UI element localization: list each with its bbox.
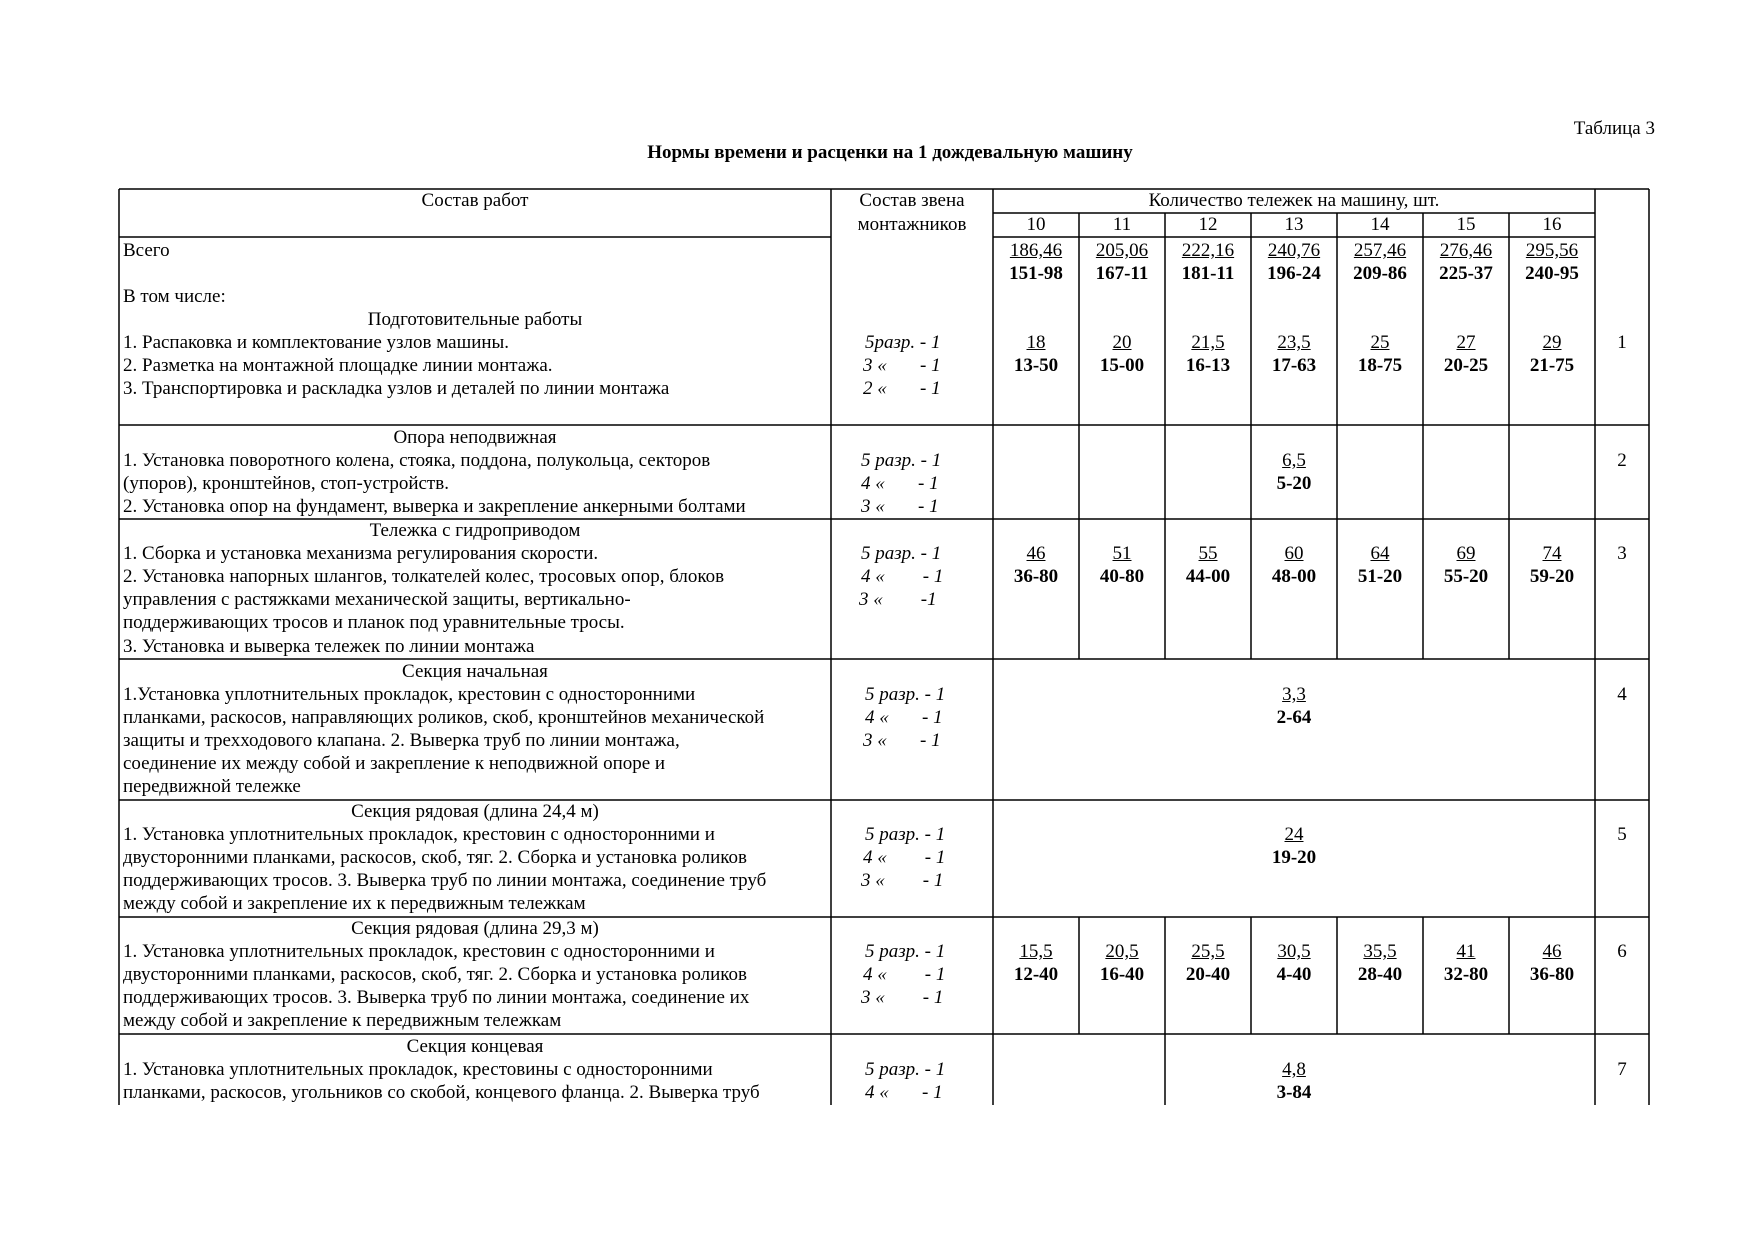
work-line: 2. Установка напорных шлангов, толкателей колес, тросовых опор, блоков (123, 566, 725, 587)
norm-value: 3,3 (1282, 684, 1306, 705)
work-line: 3. Транспортировка и раскладка узлов и деталей по линии монтажа (123, 378, 670, 399)
work-line: двусторонними планками, раскосов, скоб, тяг. 2. Сборка и установка роликов (123, 847, 747, 868)
work-line: поддерживающих тросов и планок под уравнительные тросы. (123, 612, 625, 633)
work-line: 1. Распаковка и комплектование узлов машины. (123, 332, 510, 353)
work-line: поддерживающих тросов. 3. Выверка труб по линии монтажа, соединение их (123, 987, 750, 1008)
crew-line: 5 разр. - 1 (865, 824, 946, 845)
norm-value: 60 (1284, 543, 1304, 564)
work-line: двусторонними планками, раскосов, скоб, тяг. 2. Сборка и установка роликов (123, 964, 747, 985)
crew-line: 4 « - 1 (863, 847, 946, 868)
norm-value: 30,5 (1277, 941, 1311, 962)
work-line: соединение их между собой и закрепление к неподвижной опоре и (123, 753, 666, 774)
crew-line: 3 « - 1 (861, 987, 944, 1008)
rate-value: 13-50 (1013, 355, 1059, 376)
rate-value: 51-20 (1357, 566, 1403, 587)
rate-value: 16-40 (1099, 964, 1145, 985)
crew-line: 5разр. - 1 (865, 332, 941, 353)
work-line: 1. Установка уплотнительных прокладок, крестовин с односторонними и (123, 941, 715, 962)
section-number: 7 (1617, 1059, 1627, 1080)
total-rate: 196-24 (1267, 263, 1321, 284)
norm-value: 20 (1112, 332, 1132, 353)
total-norm: 186,46 (1009, 240, 1063, 261)
rate-value: 36-80 (1013, 566, 1059, 587)
section-number: 1 (1617, 332, 1627, 353)
crew-line: 4 « - 1 (865, 707, 943, 728)
work-line: защиты и трехходового клапана. 2. Выверка труб по линии монтажа, (123, 730, 680, 751)
norms-table (119, 189, 1649, 1105)
crew-line: 3 « - 1 (861, 870, 944, 891)
total-norm: 240,76 (1267, 240, 1321, 261)
rate-value: 2-64 (1276, 707, 1312, 728)
rate-value: 15-00 (1099, 355, 1145, 376)
crew-line: 5 разр. - 1 (861, 450, 942, 471)
work-line: 2. Установка опор на фундамент, выверка и закрепление анкерными болтами (123, 496, 746, 517)
header-count: Количество тележек на машину, шт. (1148, 190, 1440, 211)
norm-value: 51 (1112, 543, 1132, 564)
count-value: 11 (1112, 214, 1132, 235)
norm-value: 55 (1198, 543, 1218, 564)
section-title: Опора неподвижная (393, 427, 557, 448)
crew-line: 4 « - 1 (865, 1082, 943, 1103)
work-line: 1. Установка уплотнительных прокладок, крестовин с односторонними и (123, 824, 715, 845)
total-rate: 181-11 (1181, 263, 1235, 284)
rate-value: 55-20 (1443, 566, 1489, 587)
norm-value: 21,5 (1191, 332, 1225, 353)
total-norm: 222,16 (1181, 240, 1235, 261)
norm-value: 35,5 (1363, 941, 1397, 962)
section-title: Секция концевая (406, 1036, 544, 1057)
count-value: 15 (1456, 214, 1476, 235)
rate-value: 32-80 (1443, 964, 1489, 985)
header-crew-line1: Состав звена (859, 190, 965, 211)
rate-value: 21-75 (1529, 355, 1575, 376)
section-number: 5 (1617, 824, 1627, 845)
crew-line: 5 разр. - 1 (865, 1059, 946, 1080)
total-rate: 240-95 (1525, 263, 1579, 284)
total-norm: 276,46 (1439, 240, 1493, 261)
norm-value: 74 (1542, 543, 1562, 564)
norm-value: 69 (1456, 543, 1476, 564)
rate-value: 4-40 (1276, 964, 1312, 985)
rate-value: 18-75 (1357, 355, 1403, 376)
rate-value: 36-80 (1529, 964, 1575, 985)
rate-value: 12-40 (1013, 964, 1059, 985)
section-number: 2 (1617, 450, 1627, 471)
norm-value: 41 (1456, 941, 1476, 962)
section-number: 3 (1617, 543, 1627, 564)
count-value: 16 (1542, 214, 1562, 235)
count-value: 12 (1198, 214, 1218, 235)
work-line: между собой и закрепление их к передвижным тележкам (123, 893, 586, 914)
rate-value: 17-63 (1271, 355, 1317, 376)
crew-line: 4 « - 1 (861, 473, 939, 494)
work-line: поддерживающих тросов. 3. Выверка труб по линии монтажа, соединение труб (123, 870, 767, 891)
work-line: между собой и закрепление к передвижным тележкам (123, 1010, 562, 1031)
total-rate: 225-37 (1439, 263, 1493, 284)
norm-value: 64 (1370, 543, 1390, 564)
norm-value: 20,5 (1105, 941, 1139, 962)
norm-value: 18 (1026, 332, 1046, 353)
norm-value: 29 (1542, 332, 1562, 353)
section-title: Секция рядовая (длина 24,4 м) (351, 801, 599, 822)
rate-value: 20-25 (1443, 355, 1489, 376)
work-line: 1.Установка уплотнительных прокладок, крестовин с односторонними (123, 684, 696, 705)
crew-line: 4 « - 1 (863, 964, 946, 985)
header-work: Состав работ (421, 190, 529, 211)
crew-line: 5 разр. - 1 (861, 543, 942, 564)
work-line: планками, раскосов, угольников со скобой, концевого фланца. 2. Выверка труб (123, 1082, 760, 1103)
work-line: передвижной тележке (123, 776, 301, 797)
rate-value: 48-00 (1271, 566, 1317, 587)
crew-line: 3 « - 1 (861, 496, 939, 517)
work-line: 1. Установка поворотного колена, стояка, поддона, полукольца, секторов (123, 450, 711, 471)
section-title: Подготовительные работы (367, 309, 583, 330)
norm-value: 23,5 (1277, 332, 1311, 353)
total-rate: 151-98 (1009, 263, 1063, 284)
norm-value: 6,5 (1282, 450, 1306, 471)
crew-line: 4 « - 1 (861, 566, 944, 587)
work-line: 2. Разметка на монтажной площадке линии монтажа. (123, 355, 553, 376)
work-line: управления с растяжками механической защиты, вертикально- (123, 589, 631, 610)
total-rate: 209-86 (1353, 263, 1407, 284)
norm-value: 15,5 (1019, 941, 1053, 962)
norm-value: 25,5 (1191, 941, 1225, 962)
norm-value: 24 (1284, 824, 1304, 845)
work-line: (упоров), кронштейнов, стоп-устройств. (123, 473, 449, 494)
count-value: 14 (1370, 214, 1390, 235)
table-title: Нормы времени и расценки на 1 дождевальную машину (647, 142, 1133, 163)
rate-value: 44-00 (1185, 566, 1231, 587)
norm-value: 46 (1542, 941, 1562, 962)
norm-value: 4,8 (1282, 1059, 1306, 1080)
rate-value: 59-20 (1529, 566, 1575, 587)
total-rate: 167-11 (1095, 263, 1149, 284)
section-title: Тележка с гидроприводом (369, 520, 581, 541)
rate-value: 28-40 (1357, 964, 1403, 985)
total-label: Всего (123, 240, 170, 261)
section-number: 4 (1617, 684, 1627, 705)
crew-line: 3 « -1 (859, 589, 937, 610)
section-title: Секция начальная (402, 661, 548, 682)
count-value: 13 (1284, 214, 1304, 235)
rate-value: 20-40 (1185, 964, 1231, 985)
section-title: Секция рядовая (длина 29,3 м) (351, 918, 599, 939)
table-number: Таблица 3 (1573, 118, 1655, 139)
crew-line: 5 разр. - 1 (865, 941, 946, 962)
crew-line: 5 разр. - 1 (865, 684, 946, 705)
total-norm: 205,06 (1095, 240, 1149, 261)
work-line: планками, раскосов, направляющих роликов, скоб, кронштейнов механической (123, 707, 765, 728)
work-line: 3. Установка и выверка тележек по линии монтажа (123, 636, 535, 657)
norm-value: 27 (1456, 332, 1476, 353)
total-norm: 295,56 (1525, 240, 1579, 261)
including-label: В том числе: (123, 286, 226, 307)
rate-value: 3-84 (1276, 1082, 1312, 1103)
count-value: 10 (1026, 214, 1046, 235)
crew-line: 3 « - 1 (863, 355, 941, 376)
rate-value: 16-13 (1185, 355, 1231, 376)
header-crew-line2: монтажников (857, 214, 967, 235)
crew-line: 3 « - 1 (863, 730, 941, 751)
work-line: 1. Установка уплотнительных прокладок, крестовины с односторонними (123, 1059, 713, 1080)
section-number: 6 (1617, 941, 1627, 962)
norm-value: 25 (1370, 332, 1390, 353)
norm-value: 46 (1026, 543, 1046, 564)
work-line: 1. Сборка и установка механизма регулирования скорости. (123, 543, 599, 564)
total-norm: 257,46 (1353, 240, 1407, 261)
rate-value: 19-20 (1271, 847, 1317, 868)
crew-line: 2 « - 1 (863, 378, 941, 399)
rate-value: 5-20 (1276, 473, 1312, 494)
rate-value: 40-80 (1099, 566, 1145, 587)
